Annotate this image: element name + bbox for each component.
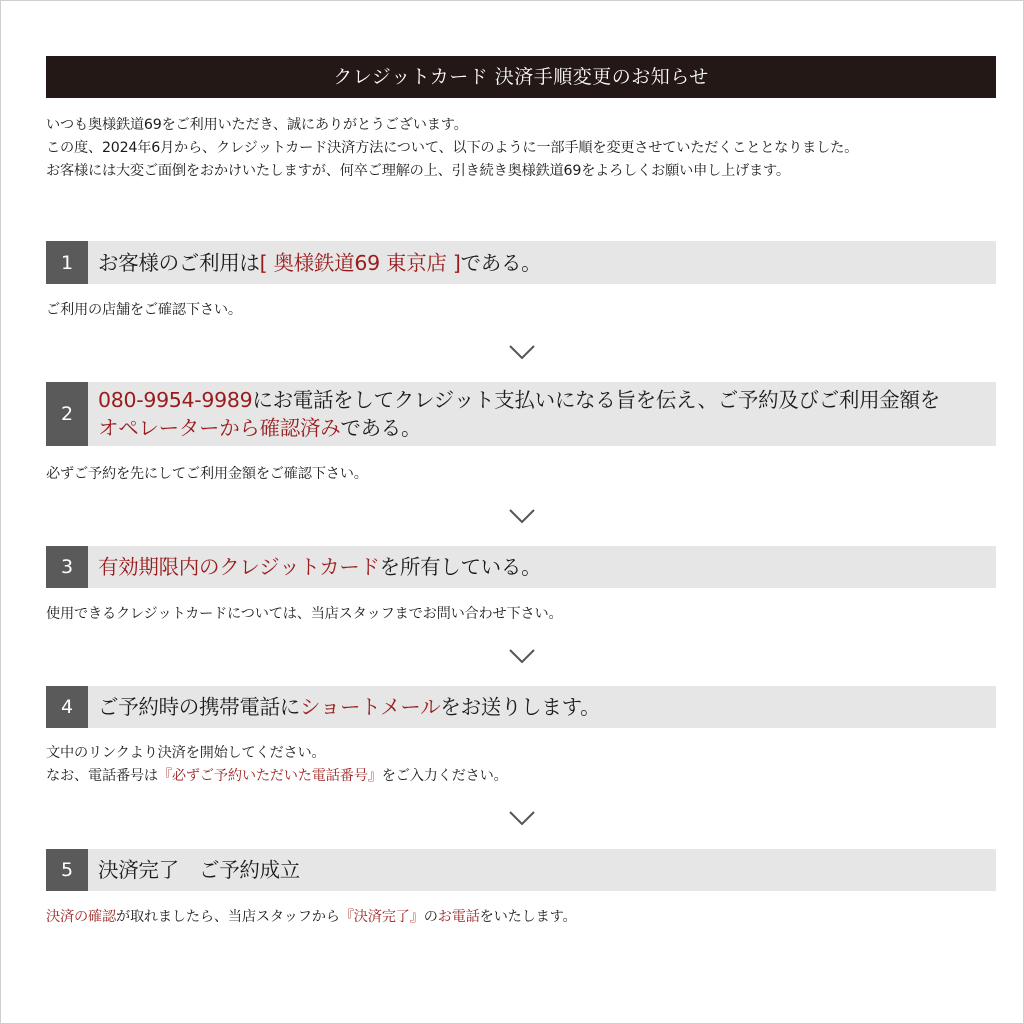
step-1-heading — [98, 241, 990, 284]
step-text: 決済完了 ご予約成立 — [98, 858, 300, 882]
note-text: をご入力ください。 — [381, 768, 508, 784]
step-2-header — [46, 382, 996, 446]
operator-confirmed-highlight: オペレーターから確認済み — [98, 416, 341, 440]
intro-line: いつも奥様鉄道69をご利用いただき、誠にありがとうございます。 — [46, 117, 468, 133]
note-text: が取れましたら、当店スタッフから — [115, 909, 340, 925]
step-1-note: ご利用の店舗をご確認下さい。 — [46, 302, 242, 318]
step-text: をお送りします。 — [440, 695, 601, 719]
step-4-note — [46, 742, 1006, 788]
step-3-header — [46, 546, 996, 588]
step-4-heading — [98, 686, 990, 728]
chevron-down-icon — [508, 343, 536, 361]
intro-text — [46, 114, 1006, 183]
valid-card-highlight: 有効期限内のクレジットカード — [98, 555, 380, 579]
note-text: をいたします。 — [479, 909, 577, 925]
note-text: の — [423, 909, 438, 925]
step-3-heading — [98, 546, 990, 588]
step-text: である。 — [460, 250, 542, 275]
step-text: にお電話をしてクレジット支払いになる旨を伝え、ご予約及びご利用金額を — [252, 388, 940, 412]
step-text: お客様のご利用は — [98, 250, 260, 275]
note-text: なお、電話番号は — [46, 768, 158, 784]
step-number: 1 — [46, 241, 88, 284]
payment-complete-highlight: 『決済完了』 — [339, 909, 424, 925]
step-number: 4 — [46, 686, 88, 728]
step-3-note: 使用できるクレジットカードについては、当店スタッフまでお問い合わせ下さい。 — [46, 606, 563, 622]
phone-call-highlight: お電話 — [437, 909, 480, 925]
step-number: 5 — [46, 849, 88, 891]
step-5-header — [46, 849, 996, 891]
step-text: ご予約時の携帯電話に — [98, 695, 300, 719]
step-text: である。 — [340, 416, 422, 440]
intro-line: お客様には大変ご面倒をおかけいたしますが、何卒ご理解の上、引き続き奥様鉄道69をよろしくお願い申し上げます。 — [46, 163, 790, 179]
phone-number-note-highlight: 『必ずご予約いただいた電話番号』 — [157, 768, 382, 784]
step-4-header — [46, 686, 996, 728]
note-line: 文中のリンクより決済を開始してください。 — [46, 745, 326, 761]
step-2-heading — [98, 382, 990, 446]
step-2-note: 必ずご予約を先にしてご利用金額をご確認下さい。 — [46, 466, 368, 482]
chevron-down-icon — [508, 507, 536, 525]
short-mail-highlight: ショートメール — [300, 695, 441, 719]
step-number: 3 — [46, 546, 88, 588]
chevron-down-icon — [508, 647, 536, 665]
notice-title: クレジットカード 決済手順変更のお知らせ — [46, 56, 996, 98]
intro-line: この度、2024年6月から、クレジットカード決済方法について、以下のように一部手順を変更させていただくこととなりました。 — [46, 140, 859, 156]
note-line — [46, 765, 1006, 788]
step-text: を所有している。 — [379, 555, 542, 579]
step-number: 2 — [46, 382, 88, 446]
phone-number-highlight: 080-9954-9989 — [98, 388, 253, 412]
payment-confirm-highlight: 決済の確認 — [46, 909, 116, 925]
step-5-heading — [98, 849, 990, 891]
step-1-header — [46, 241, 996, 284]
chevron-down-icon — [508, 809, 536, 827]
step-5-note — [46, 906, 1006, 929]
store-name-highlight: [ 奥様鉄道69 東京店 ] — [259, 250, 461, 275]
